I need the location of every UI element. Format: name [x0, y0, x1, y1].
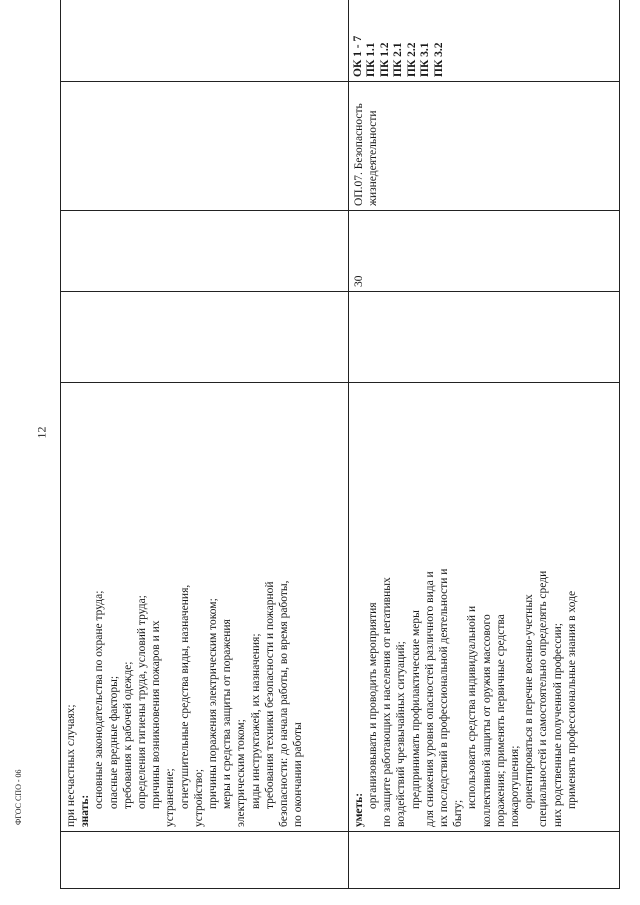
text-line: поражения; применять первичные средства: [494, 614, 507, 827]
know-heading: знать:: [79, 794, 92, 827]
competency-code: ОК 1 - 7: [351, 35, 364, 77]
text-line: пожаротушения;: [508, 745, 521, 827]
skills-ability-cell: [348, 383, 619, 832]
text-line: ориентироваться в перечне военно-учетных: [523, 594, 536, 809]
table-cell: [61, 82, 349, 211]
text-line: устранение;: [164, 768, 177, 827]
text-line: устройство;: [192, 768, 205, 827]
table-cell: [61, 0, 349, 82]
discipline-cell: ОП.07. Безопасность жизнедеятельности: [348, 82, 619, 211]
text-line: меры и средства защиты от поражения: [221, 619, 234, 809]
text-line: применять профессиональные знания в ходе: [565, 590, 578, 809]
text-line: для снижения уровня опасностей различного вида и: [423, 571, 436, 827]
text-line: электрическим током;: [235, 719, 248, 827]
text-line: требования техники безопасности и пожарной: [263, 581, 276, 809]
competency-code: ПК 3.2: [432, 42, 445, 77]
text-line: причины возникновения пожаров и их: [150, 620, 163, 809]
footer-label: ФГОС СПО - 06: [14, 769, 23, 825]
text-line: быту;: [452, 799, 465, 827]
text-line: них родственные полученной профессии;: [551, 623, 564, 827]
table-cell: [348, 292, 619, 383]
skills-knowledge-cell: [61, 383, 349, 832]
competency-code: ПК 2.1: [392, 42, 405, 77]
text-line: безопасности: до начала работы, во время работы,: [278, 580, 291, 827]
competency-code: ПК 2.2: [405, 42, 418, 77]
table-cell: [61, 211, 349, 292]
text-line: при несчастных случаях;: [65, 704, 77, 827]
text-line: специальностей и самостоятельно определять среди: [537, 570, 550, 827]
text-line: огнетушительные средства виды, назначения,: [178, 584, 191, 809]
text-line: определения гигиены труда, условий труда;: [136, 595, 149, 809]
competency-code: ПК 3.1: [419, 42, 432, 77]
can-heading: уметь:: [352, 792, 365, 827]
text-line: коллективной защиты от оружия массового: [480, 614, 493, 827]
table-cell: [348, 832, 619, 889]
competency-code: ПК 1.2: [378, 42, 391, 77]
text-line: организовывать и проводить мероприятия: [366, 602, 379, 809]
competency-code: ПК 1.1: [365, 42, 378, 77]
text-line: требования к рабочей одежде;: [121, 661, 134, 809]
table-row: [348, 0, 619, 889]
table-row: [61, 0, 349, 889]
page-number: 12: [34, 426, 49, 439]
text-line: использовать средства индивидуальной и: [466, 605, 479, 809]
text-line: их последствий в профессиональной деятельности и: [437, 568, 450, 827]
table-cell: [61, 832, 349, 889]
text-line: виды инструктажей, их назначения;: [249, 633, 262, 809]
text-line: воздействий чрезвычайных ситуаций;: [395, 641, 408, 827]
competencies-cell: [348, 0, 619, 82]
table-cell: [61, 292, 349, 383]
text-line: по окончании работы: [292, 722, 305, 827]
text-line: предпринимать профилактические меры: [409, 610, 422, 809]
hours-cell: 30: [348, 211, 619, 292]
curriculum-table: [60, 0, 620, 889]
text-line: причины поражения электрическим током;: [207, 598, 220, 809]
rotated-table-container: [60, 35, 620, 889]
text-line: по защите работающих и населения от негативных: [381, 577, 394, 827]
text-line: основные законодательства по охране труда;: [93, 590, 106, 809]
text-line: опасные вредные факторы;: [107, 675, 120, 809]
